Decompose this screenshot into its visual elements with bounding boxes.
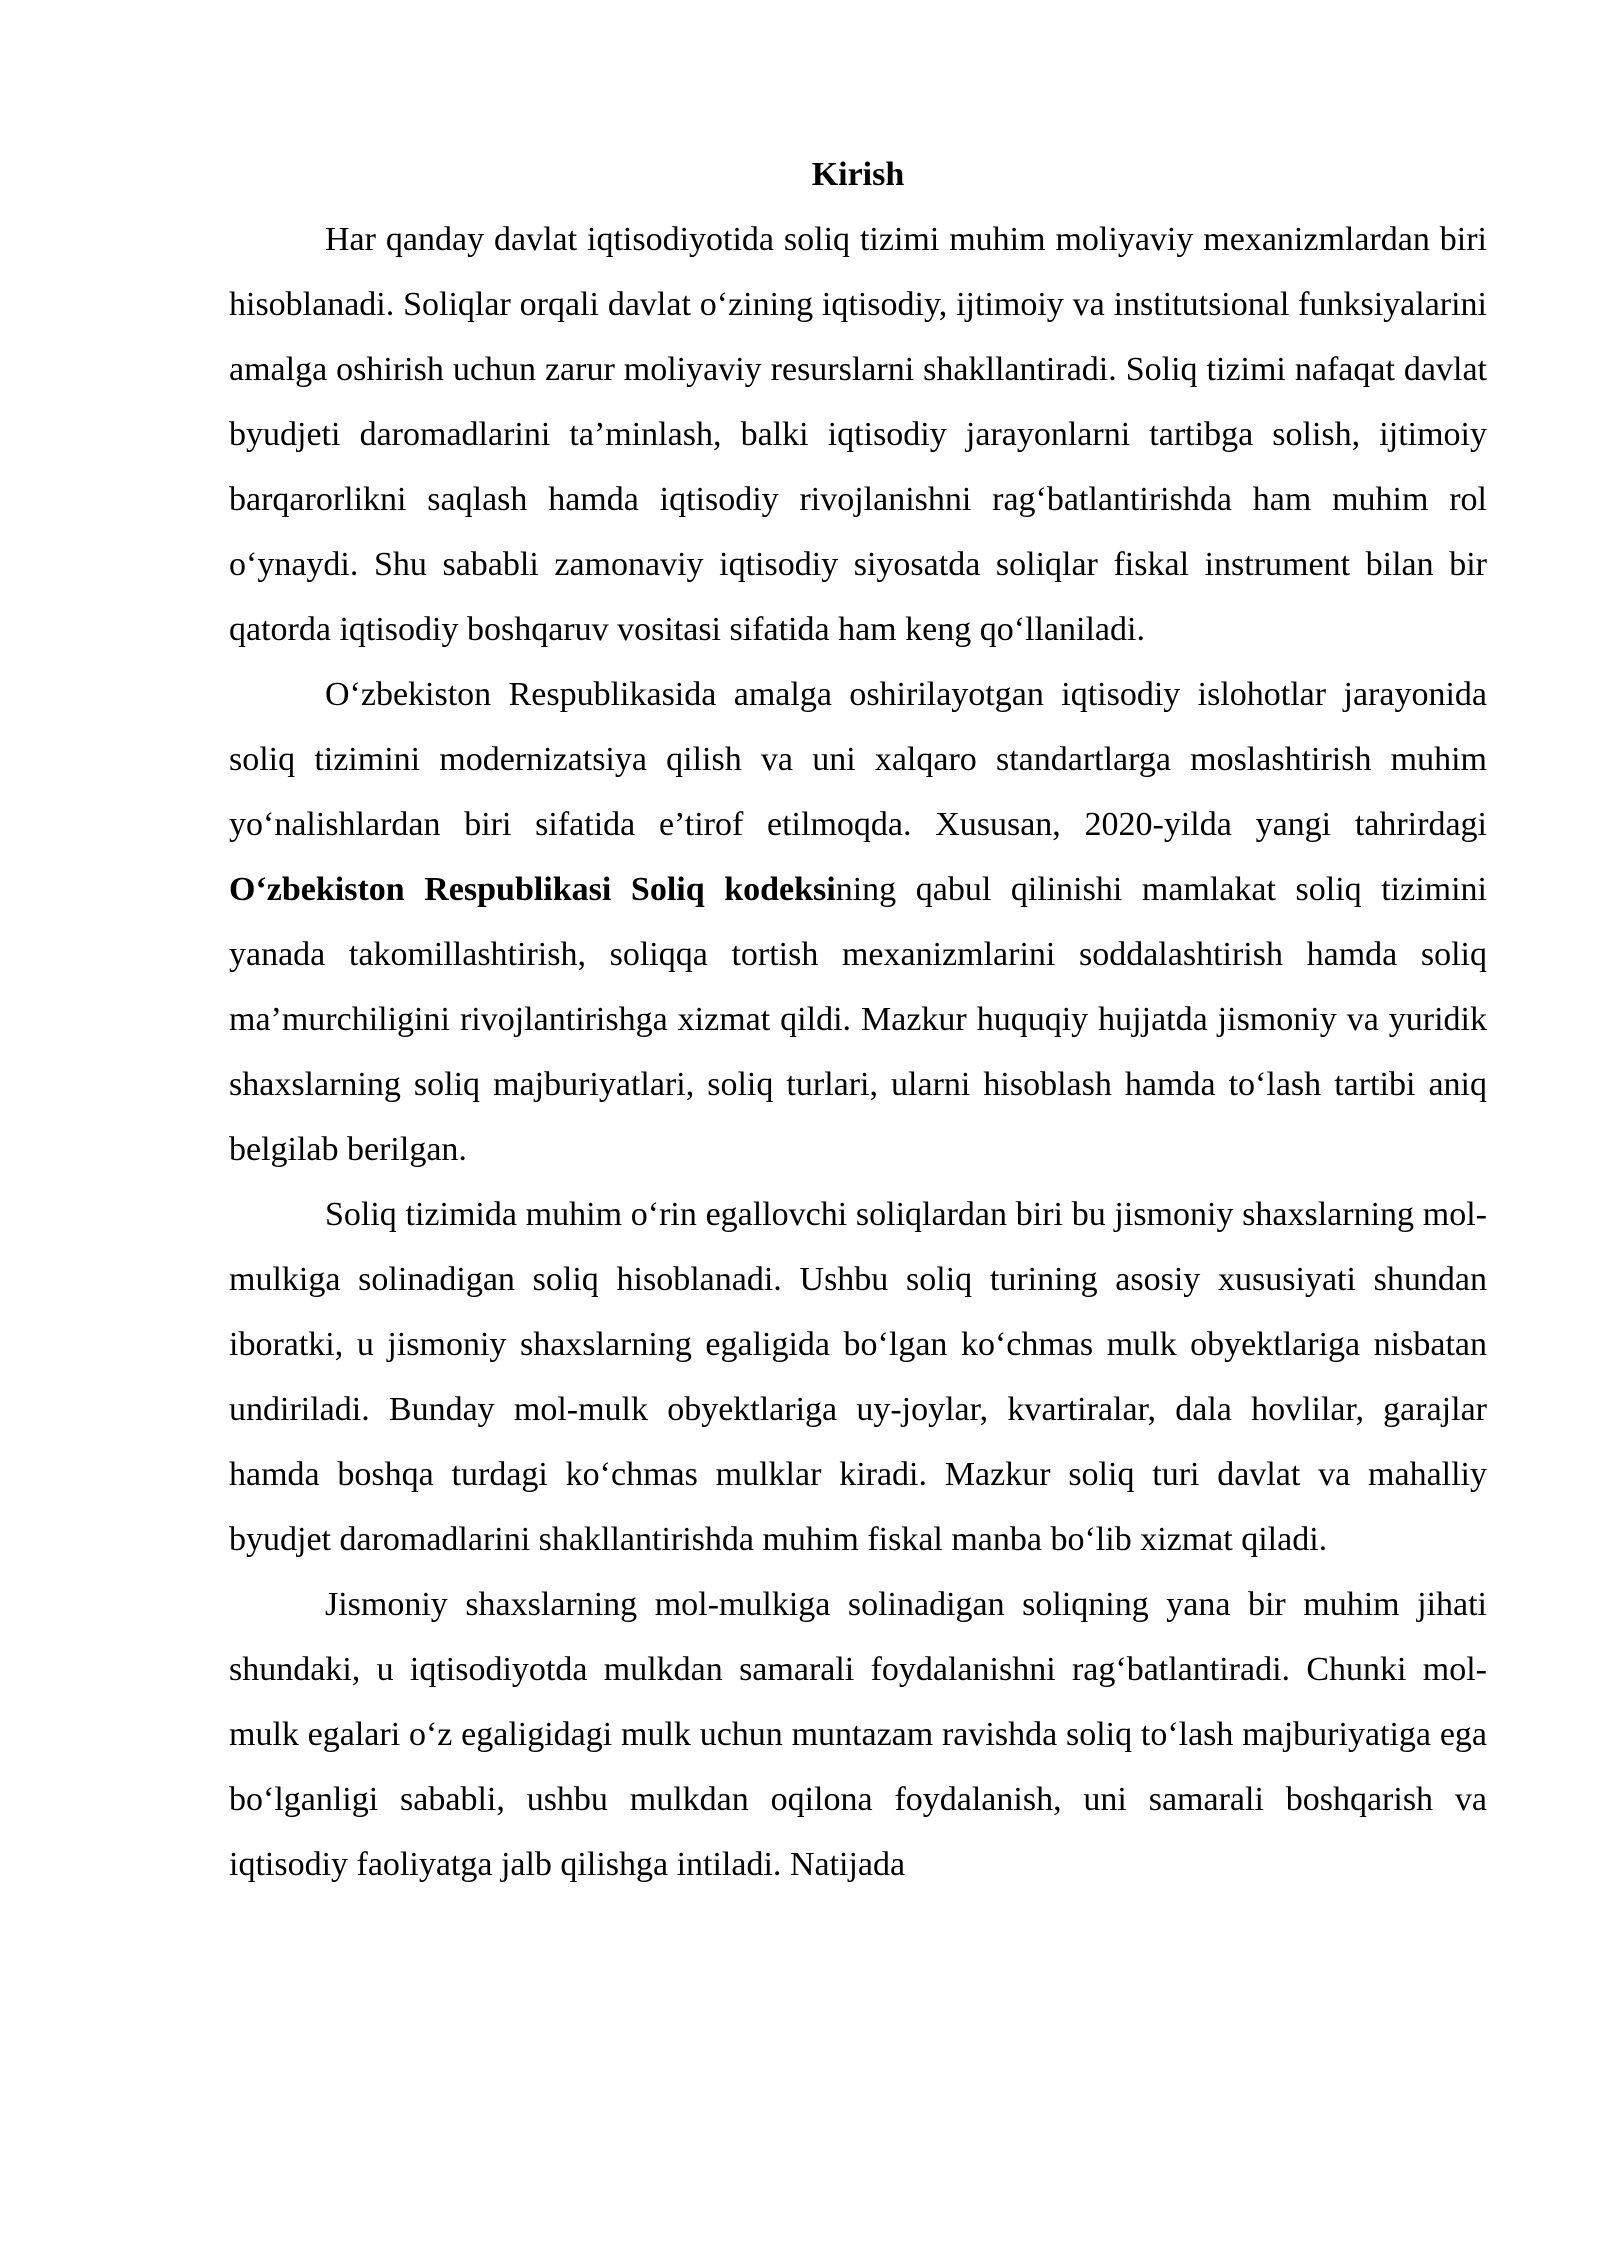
document-title: Kirish	[811, 156, 905, 193]
soliq-kodeksi-bold-term: O‘zbekiston Respublikasi Soliq kodeksi	[229, 871, 836, 908]
document-body	[229, 142, 1487, 1897]
paragraph-3: Soliq tizimida muhim o‘rin egallovchi soliqlardan biri bu jismoniy shaxslarning mol-mulkiga solinadigan soliq hisoblanadi. Ushbu soliq turining asosiy xususiyati shundan iboratki, u jismoniy shaxslarning egaligida bo‘lgan ko‘chmas mulk obyektlariga nisbatan undiriladi. Bunday mol-mulk obyektlariga uy-joylar, kvartiralar, dala hovlilar, garajlar hamda boshqa turdagi ko‘chmas mulklar kiradi. Mazkur soliq turi davlat va mahalliy byudjet daromadlarini shakllantirishda muhim fiskal manba bo‘lib xizmat qiladi.	[229, 1196, 1487, 1558]
paragraph-2	[229, 662, 1487, 1182]
paragraph-1: Har qanday davlat iqtisodiyotida soliq tizimi muhim moliyaviy mexanizmlardan biri hisoblanadi. Soliqlar orqali davlat o‘zining iqtisodiy, ijtimoiy va institutsional funksiyalarini amalga oshirish uchun zarur moliyaviy resurslarni shakllantiradi. Soliq tizimi nafaqat davlat byudjeti daromadlarini ta’minlash, balki iqtisodiy jarayonlarni tartibga solish, ijtimoiy barqarorlikni saqlash hamda iqtisodiy rivojlanishni rag‘batlantirishda ham muhim rol o‘ynaydi. Shu sababli zamonaviy iqtisodiy siyosatda soliqlar fiskal instrument bilan bir qatorda iqtisodiy boshqaruv vositasi sifatida ham keng qo‘llaniladi.	[229, 221, 1487, 648]
paragraph-4: Jismoniy shaxslarning mol-mulkiga solinadigan soliqning yana bir muhim jihati shundaki, u iqtisodiyotda mulkdan samarali foydalanishni rag‘batlantiradi. Chunki mol-mulk egalari o‘z egaligidagi mulk uchun muntazam ravishda soliq to‘lash majburiyatiga ega bo‘lganligi sababli, ushbu mulkdan oqilona foydalanish, uni samarali boshqarish va iqtisodiy faoliyatga jalb qilishga intiladi. Natijada	[229, 1586, 1487, 1883]
paragraph-2-text-after: ning qabul qilinishi mamlakat soliq tizimini yanada takomillashtirish, soliqqa tortish mexanizmlarini soddalashtirish hamda soliq ma’murchiligini rivojlantirishga xizmat qildi. Mazkur huquqiy hujjatda jismoniy va yuridik shaxslarning soliq majburiyatlari, soliq turlari, ularni hisoblash hamda to‘lash tartibi aniq belgilab berilgan.	[229, 871, 1487, 1168]
paragraph-2-text-before: O‘zbekiston Respublikasida amalga oshirilayotgan iqtisodiy islohotlar jarayonida soliq tizimini modernizatsiya qilish va uni xalqaro standartlarga moslashtirish muhim yo‘nalishlardan biri sifatida e’tirof etilmoqda. Xususan, 2020-yilda yangi tahrirdagi	[229, 676, 1487, 843]
